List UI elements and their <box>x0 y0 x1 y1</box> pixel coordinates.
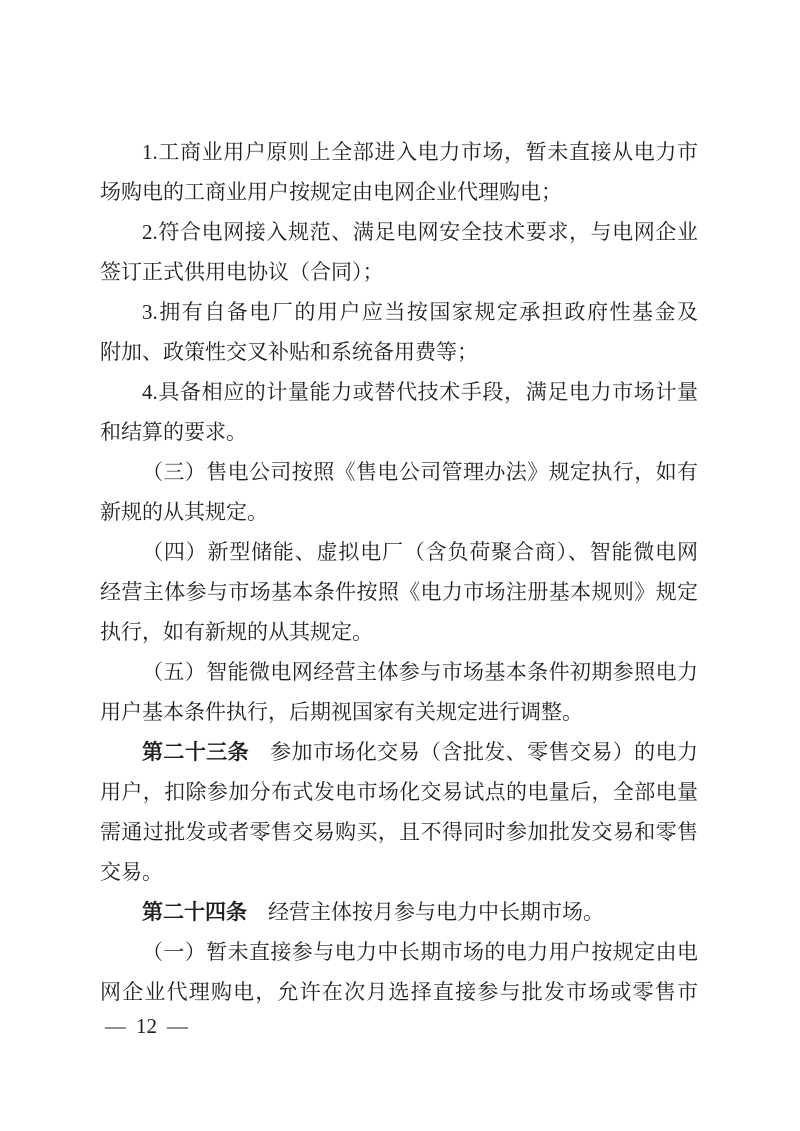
text-line: （五）智能微电网经营主体参与市场基本条件初期参照电力 <box>142 660 698 684</box>
text-line: （四）新型储能、虚拟电厂（含负荷聚合商）、智能微电网 <box>142 540 698 564</box>
text-line: 附加、政策性交叉补贴和系统备用费等； <box>100 340 478 364</box>
text-line: （三）售电公司按照《售电公司管理办法》规定执行，如有 <box>142 460 698 484</box>
text-line: 签订正式供用电协议（合同）； <box>100 260 384 284</box>
text-line: 第二十三条 参加市场化交易（含批发、零售交易）的电力 <box>142 740 699 764</box>
text-line: 新规的从其规定。 <box>100 500 268 524</box>
text-line: 用户，扣除参加分布式发电市场化交易试点的电量后，全部电量 <box>100 780 698 804</box>
text-line: 1.工商业用户原则上全部进入电力市场，暂未直接从电力市 <box>142 140 698 164</box>
article-number-bold: 第二十四条 <box>142 900 247 924</box>
text-line: 网企业代理购电，允许在次月选择直接参与批发市场或零售市 <box>100 980 698 1004</box>
text-line: 2.符合电网接入规范、满足电网安全技术要求，与电网企业 <box>142 220 698 244</box>
page-number: 12 <box>136 1014 157 1038</box>
text-line: 执行，如有新规的从其规定。 <box>100 620 373 644</box>
text-line: （一）暂未直接参与电力中长期市场的电力用户按规定由电 <box>142 940 698 964</box>
page-footer <box>100 1011 193 1041</box>
text-line: 第二十四条 经营主体按月参与电力中长期市场。 <box>142 900 604 924</box>
text-line: 用户基本条件执行，后期视国家有关规定进行调整。 <box>100 700 583 724</box>
text-line: 经营主体参与市场基本条件按照《电力市场注册基本规则》规定 <box>100 580 698 604</box>
text-line: 3.拥有自备电厂的用户应当按国家规定承担政府性基金及 <box>142 300 698 324</box>
article-number-bold: 第二十三条 <box>142 740 250 764</box>
text-line: 和结算的要求。 <box>100 420 247 444</box>
text-line: 场购电的工商业用户按规定由电网企业代理购电； <box>100 180 562 204</box>
document-body <box>100 132 698 1012</box>
footer-left-dash: — <box>105 1014 126 1038</box>
footer-right-dash: — <box>167 1014 188 1038</box>
text-line: 交易。 <box>100 860 163 884</box>
text-line: 4.具备相应的计量能力或替代技术手段，满足电力市场计量 <box>142 380 698 404</box>
text-line: 需通过批发或者零售交易购买，且不得同时参加批发交易和零售 <box>100 820 698 844</box>
